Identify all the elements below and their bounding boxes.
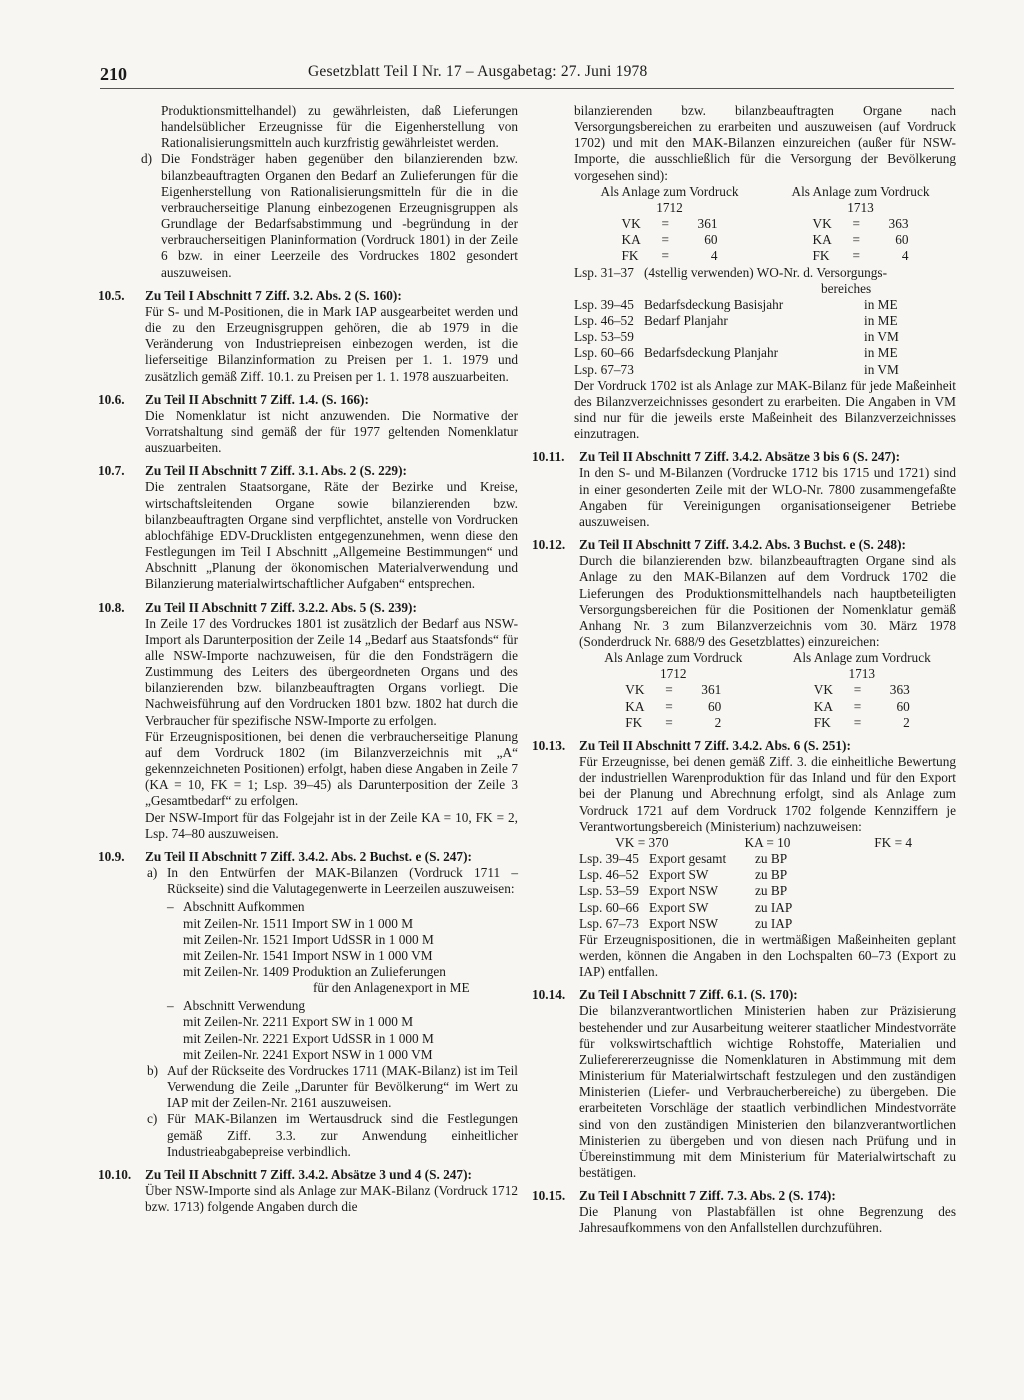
lsp-list (532, 265, 956, 443)
lsp-unit: zu BP (755, 867, 788, 883)
code-block-right (768, 682, 957, 730)
code-eq: = (661, 232, 669, 248)
lsp-row (574, 313, 956, 329)
section-number: 10.7. (98, 463, 125, 479)
section-title: Zu Teil II Abschnitt 7 Ziff. 3.4.2. Abs. 6 (S. 251): (579, 737, 851, 753)
lsp-row (574, 265, 956, 281)
lsp-unit: in ME (864, 345, 898, 361)
section-text: Die Planung von Plastabfällen ist ohne Begrenzung des Jahresaufkommens von den Anfallstellen durchzuführen. (579, 1204, 956, 1236)
dash-item-verwendung (167, 998, 518, 1063)
lsp-row (579, 883, 956, 899)
code-block-left (574, 216, 765, 264)
section-title: Zu Teil I Abschnitt 7 Ziff. 6.1. (S. 170): (579, 987, 798, 1003)
section-title: Zu Teil II Abschnitt 7 Ziff. 3.2.2. Abs. 5 (S. 239): (145, 599, 417, 615)
code-key: VK (812, 216, 832, 232)
table-codes (574, 216, 956, 264)
item-c (145, 1111, 518, 1159)
lsp-row (579, 900, 956, 916)
lsp-row (574, 329, 956, 345)
lsp-code: Lsp. 53–59 (579, 883, 639, 899)
form-number: 1712 (656, 199, 683, 215)
section-title: Zu Teil II Abschnitt 7 Ziff. 3.4.2. Abs. 2 Buchst. e (S. 247): (145, 848, 472, 864)
dash-mark: – (167, 998, 174, 1014)
item-a (145, 865, 518, 1063)
dash-title: Abschnitt Aufkommen (183, 899, 305, 915)
section-10-9 (98, 849, 518, 1160)
lsp-unit: zu BP (755, 851, 788, 867)
code-eq: = (665, 714, 673, 730)
item-label: d) (141, 151, 153, 167)
section-text: Über NSW-Importe sind als Anlage zur MAK-Bilanz (Vordruck 1712 bzw. 1713) folgende Angaben durch die (145, 1183, 518, 1215)
lsp-code: Lsp. 39–45 (574, 296, 634, 312)
code-eq: = (852, 248, 860, 264)
code: VK = 370 (615, 834, 669, 850)
code-eq: = (853, 682, 862, 698)
code-value: 361 (701, 682, 722, 698)
zeile-line: mit Zeilen-Nr. 1409 Produktion an Zulieferungen (183, 963, 446, 979)
page-header: Gesetzblatt Teil I Nr. 17 – Ausgabetag: 27. Juni 1978 (308, 63, 648, 80)
code-eq: = (852, 216, 860, 232)
section-text: Die zentralen Staatsorgane, Räte der Bezirke und Kreise, wirtschaftsleitenden Organe sowie bilanzierenden bzw. bilanzbeauftragten Organe sind verpflichtet, anstelle von Vordrucken ablochfähige EDV-Drucklisten entgegenzunehmen, wenn diese den Festlegungen im Teil I Abschnitt „Allgemeine Bestimmungen“ und Abschnitt „Planung der ökonomischen Materialverwendung und Bilanzierung materialwirtschaftlicher Aufgaben“ entsprechen. (145, 479, 518, 592)
code-key: VK (813, 682, 833, 698)
section-number: 10.8. (98, 599, 125, 615)
section-10-13 (532, 738, 956, 980)
section-title: Zu Teil II Abschnitt 7 Ziff. 3.1. Abs. 2 (S. 229): (145, 463, 407, 479)
code-key: VK (621, 216, 641, 232)
zeile-line: mit Zeilen-Nr. 2221 Export UdSSR in 1 000 M (183, 1030, 434, 1046)
zeile-line: mit Zeilen-Nr. 1511 Import SW in 1 000 M (183, 915, 414, 931)
code-value: 363 (889, 682, 910, 698)
lsp-desc-cont: bereiches (821, 280, 872, 296)
form-number: 1713 (847, 199, 874, 215)
section-text: Die Nomenklatur ist nicht anzuwenden. Die Normative der Vorratshaltung sind gemäß der für 1977 geltenden Nomenklatur auszuarbeiten. (145, 407, 518, 456)
zeile-line-cont: für den Anlagenexport in ME (313, 980, 470, 996)
section-number: 10.14. (532, 987, 566, 1003)
code: KA = 10 (744, 834, 791, 850)
code-key: KA (813, 698, 833, 714)
code: FK = 4 (874, 834, 913, 850)
lsp-code: Lsp. 46–52 (579, 867, 639, 883)
section-text: In Zeile 17 des Vordruckes 1801 ist zusätzlich der Bedarf aus NSW-Import als Darunterposition der Zeile 14 „Bedarf aus Staatsfonds“ für alle NSW-Importe nachzuweisen, für die den Fondsträgern die Zustimmung des Leiters des übergeordneten Organs und des bilanzierenden bzw. bilanzbeauftragten Organs vorliegt. Die Nachweisführung auf den Vordrucken 1801 bzw. 1802 hat durch die Verbraucher für spezifische NSW-Importe zu erfolgen. (145, 615, 518, 728)
section-10-15 (532, 1188, 956, 1236)
lsp-row (579, 851, 956, 867)
code-value: 60 (896, 698, 910, 714)
section-10-14 (532, 987, 956, 1181)
lsp-unit: in ME (864, 313, 898, 329)
code-value: 2 (714, 714, 722, 730)
section-title: Zu Teil II Abschnitt 7 Ziff. 3.4.2. Abs. 3 Buchst. e (S. 248): (579, 537, 906, 553)
lsp-desc: Export SW (649, 899, 709, 915)
section-10-11 (532, 449, 956, 530)
section-title: Zu Teil II Abschnitt 7 Ziff. 3.4.2. Absätze 3 und 4 (S. 247): (145, 1166, 472, 1182)
intro-paragraph: Produktionsmittelhandel) zu gewährleisten, daß Lieferungen handelsüblicher Erzeugnisse für die Eigenherstellung von Rationalisierungsmitteln auch kurzfristig gewährleistet werden. (161, 103, 518, 151)
code-eq: = (853, 714, 862, 730)
lsp-desc: Export NSW (649, 915, 719, 931)
table-forms (574, 200, 956, 216)
code-key: KA (812, 232, 832, 248)
table-header (579, 650, 956, 666)
code-value: 4 (901, 248, 909, 264)
lsp-code: Lsp. 60–66 (574, 345, 634, 361)
anlage-table-1 (532, 184, 956, 265)
section-text: Für Erzeugnispositionen, bei denen die verbraucherseitige Planung auf dem Vordruck 1802 (im Bilanzverzeichnis mit „A“ gekennzeichneten Positionen) erfolgt, haben diese Angaben in Zeile 7 (KA = 10, FK = 1; Lsp. 39–45) als Darunterposition der Zeile 3 „Gesamtbedarf“ zu erfolgen. (145, 728, 518, 809)
lsp-desc: (4stellig verwenden) WO-Nr. d. Versorgungs- (644, 264, 887, 280)
anlage-table-2 (579, 650, 956, 731)
section-number: 10.10. (98, 1166, 132, 1182)
page-number: 210 (100, 64, 127, 84)
zeile-line: mit Zeilen-Nr. 2211 Export SW in 1 000 M (183, 1014, 414, 1030)
zeile-line: mit Zeilen-Nr. 1521 Import UdSSR in 1 000 M (183, 931, 434, 947)
section-10-12 (532, 537, 956, 731)
lsp-desc: Bedarfsdeckung Planjahr (644, 345, 779, 361)
section-10-8 (98, 600, 518, 842)
table-head-left: Als Anlage zum Vordruck (604, 650, 743, 666)
lsp-desc (644, 362, 864, 378)
code-key: KA (625, 698, 645, 714)
lsp-unit: in ME (864, 296, 898, 312)
lsp-desc: Bedarfsdeckung Basisjahr (644, 296, 784, 312)
item-text: In den Entwürfen der MAK-Bilanzen (Vordruck 1711 – Rückseite) sind die Valutagegenwerte in Leerzeilen auszuweisen: (167, 865, 518, 897)
section-number: 10.12. (532, 537, 566, 553)
section-title: Zu Teil II Abschnitt 7 Ziff. 3.4.2. Absätze 3 bis 6 (S. 247): (579, 449, 901, 465)
lsp-desc: Export gesamt (649, 851, 727, 867)
form-number: 1712 (659, 666, 687, 682)
lsp-code: Lsp. 53–59 (574, 329, 634, 345)
section-text: Für Erzeugnispositionen, die in wertmäßigen Maßeinheiten geplant werden, können die Angaben in den Lochspalten 60–73 (Export zu IAP) entfallen. (579, 931, 956, 980)
header-divider (100, 88, 954, 89)
section-10-10 (98, 1167, 518, 1215)
lsp-code: Lsp. 31–37 (574, 264, 634, 280)
table-forms (579, 666, 956, 682)
code-block-left (579, 682, 768, 730)
zeile-line: mit Zeilen-Nr. 1541 Import NSW in 1 000 VM (183, 947, 433, 963)
section-number: 10.9. (98, 848, 125, 864)
section-title: Zu Teil I Abschnitt 7 Ziff. 7.3. Abs. 2 (S. 174): (579, 1188, 836, 1204)
code-value: 60 (895, 232, 909, 248)
code-value: 361 (697, 216, 718, 232)
code-eq: = (665, 698, 673, 714)
code-block-right (765, 216, 956, 264)
lsp-unit: zu BP (755, 883, 788, 899)
lsp-row (579, 916, 956, 932)
code-value: 60 (707, 698, 722, 714)
code-value: 363 (888, 216, 909, 232)
form-number: 1713 (848, 666, 876, 682)
lsp-code: Lsp. 67–73 (579, 915, 639, 931)
dash-mark: – (167, 899, 174, 915)
code-key: FK (812, 248, 830, 264)
code-key: VK (625, 682, 645, 698)
lsp-row (574, 297, 956, 313)
zeile-line: mit Zeilen-Nr. 2241 Export NSW in 1 000 VM (183, 1046, 433, 1062)
section-text: Für S- und M-Positionen, die in Mark IAP ausgearbeitet werden und die zu den Erzeugnisgruppen gehören, die ab 1979 in die Veränderung von Industriepreisen einbezogen werden, ist die lieferseitige Bilanzinformation zu Preisen per 1. 1. 1979 und zusätzlich gemäß Ziff. 10.1. zu Preisen per 1. 1. 1978 auszuarbeiten. (145, 303, 518, 384)
item-text: Auf der Rückseite des Vordruckes 1711 (MAK-Bilanz) ist im Teil Verwendung die Zeile „Darunter für Bevölkerung“ im Wert zu IAP mit der Zeilen-Nr. 2161 auszuweisen. (167, 1062, 518, 1111)
section-number: 10.5. (98, 287, 125, 303)
code-eq: = (665, 682, 673, 698)
section-10-6 (98, 392, 518, 457)
code-eq: = (852, 232, 860, 248)
section-10-5 (98, 288, 518, 385)
lsp-note: Der Vordruck 1702 ist als Anlage zur MAK-Bilanz für jede Maßeinheit des Bilanzverzeichnisses gesondert zu erarbeiten. Die Angaben in VM sind nur für die jeweils erste Maßeinheit des Bilanzverzeichnisses einzutragen. (574, 377, 956, 442)
lsp-desc: Bedarf Planjahr (644, 313, 728, 329)
lsp-unit: zu IAP (755, 915, 793, 931)
code-eq: = (661, 216, 669, 232)
section-number: 10.13. (532, 737, 566, 753)
continuation-paragraph: bilanzierenden bzw. bilanzbeauftragten Organe nach Versorgungsbereichen zu erarbeiten und auszuweisen (auf Vordruck 1702) und mit den MAK-Bilanzen einzureichen (außer für NSW-Importe, die ausschließlich für die Versorgung der Bevölkerung vorgesehen sind): (574, 103, 956, 183)
lsp-code: Lsp. 39–45 (579, 851, 639, 867)
item-label: b) (147, 1062, 159, 1078)
item-text: Die Fondsträger haben gegenüber den bilanzierenden bzw. bilanzbeauftragten Organen den Bedarf an Zulieferungen für die Eigenherstellung von Rationalisierungsmitteln für die in die verbraucherseitige Planung einbezogenen Erzeugnisgruppen als Grundlage der Bedarfsabstimmung und -begründung in der verbraucherseitigen Planinformation (Vordruck 1801) in der Zeile 6 bzw. in einer Leerzeile des Vordruckes 1802 gesondert auszuweisen. (161, 151, 518, 280)
lsp-row (579, 867, 956, 883)
item-text: Für MAK-Bilanzen im Wertausdruck sind die Festlegungen gemäß Ziff. 3.3. zur Anwendung einheitlicher Industrieabgabepreise verbindlich. (167, 1111, 518, 1159)
code-value: 60 (704, 232, 718, 248)
left-column (98, 103, 518, 1222)
section-text: Die bilanzverantwortlichen Ministerien haben zur Präzisierung bestehender und zur Ausarbeitung weiterer staatlicher Mindestvorräte für volkswirtschaftlich wichtige Rohstoffe, Materialien und Zulieferererzeugnisse die Nomenklaturen in Abstimmung mit dem Ministerium für Materialwirtschaft festzulegen und den zuständigen Ministerien (Liefer- und Verbraucherbereiche) zu übergeben. Die erarbeiteten Vorschläge der staatlich verbindlichen Mindestvorräte sind von den zuständigen Ministerien den bilanzverantwortlichen Ministerien zu übergeben und von diesen nach Prüfung und in Übereinstimmung mit dem Ministerium für Materialwirtschaft zu bestätigen. (579, 1003, 956, 1180)
lsp-desc (644, 329, 864, 345)
section-title: Zu Teil I Abschnitt 7 Ziff. 3.2. Abs. 2 (S. 160): (145, 287, 402, 303)
dash-title: Abschnitt Verwendung (183, 998, 305, 1014)
lsp-code: Lsp. 60–66 (579, 899, 639, 915)
lsp-unit: in VM (864, 361, 899, 377)
code-key: FK (621, 248, 639, 264)
table-codes (579, 682, 956, 730)
section-text: Durch die bilanzierenden bzw. bilanzbeauftragten Organe sind als Anlage zu den MAK-Bilanzen auf dem Vordruck 1702 die Lieferungen des Produktionsmittelhandels nach hauptbeteiligten Versorgungsbereichen für die Positionen der Nomenklatur gemäß Anhang Nr. 3 zum Bilanzverzeichnis vom 30. März 1978 (Sonderdruck Nr. 688/9 des Gesetzblattes) einzureichen: (579, 553, 956, 649)
lsp-row (574, 362, 956, 378)
section-number: 10.15. (532, 1188, 566, 1204)
lsp-desc: Export NSW (649, 883, 719, 899)
code-eq: = (853, 698, 862, 714)
table-header (574, 184, 956, 200)
section-number: 10.6. (98, 391, 125, 407)
section-text: Für Erzeugnisse, bei denen gemäß Ziff. 3. die einheitliche Bewertung der industriellen Warenproduktion für das Inland und für den Export bei der Planung und Abrechnung erfolgt, sind als Anlage zum Vordruck 1721 auf dem Vordruck 1702 folgende Kennziffern je Verantwortungsbereich (Ministerium) nachzuweisen: (579, 754, 956, 834)
lsp-code: Lsp. 67–73 (574, 361, 634, 377)
lsp-unit: zu IAP (755, 899, 793, 915)
lsp-row (574, 345, 956, 361)
code-row (579, 835, 956, 851)
item-d (139, 151, 518, 280)
dash-item-aufkommen (167, 899, 518, 996)
table-head-left: Als Anlage zum Vordruck (600, 183, 739, 199)
table-head-right: Als Anlage zum Vordruck (791, 183, 930, 199)
code-value: 2 (903, 714, 910, 730)
lsp-code: Lsp. 46–52 (574, 313, 634, 329)
item-label: a) (147, 865, 158, 881)
code-eq: = (661, 248, 669, 264)
code-key: FK (813, 714, 831, 730)
section-number: 10.11. (532, 449, 565, 465)
section-10-7 (98, 463, 518, 592)
item-b (145, 1063, 518, 1111)
section-text: In den S- und M-Bilanzen (Vordrucke 1712 bis 1715 und 1721) sind in einer gesonderten Zeile mit der WLO-Nr. 7800 zusammengefaßte Angaben für Vereinigungen organisationseigener Betriebe auszuweisen. (579, 465, 956, 529)
section-title: Zu Teil II Abschnitt 7 Ziff. 1.4. (S. 166): (145, 391, 369, 407)
item-label: c) (147, 1111, 158, 1127)
code-value: 4 (710, 248, 718, 264)
section-text: Der NSW-Import für das Folgejahr ist in der Zeile KA = 10, FK = 2, Lsp. 74–80 auszuweisen. (145, 809, 518, 841)
right-column (532, 103, 956, 1244)
lsp-unit: in VM (864, 329, 899, 345)
lsp-desc: Export SW (649, 867, 709, 883)
code-key: FK (625, 714, 643, 730)
table-head-right: Als Anlage zum Vordruck (792, 650, 931, 666)
code-key: KA (621, 232, 641, 248)
